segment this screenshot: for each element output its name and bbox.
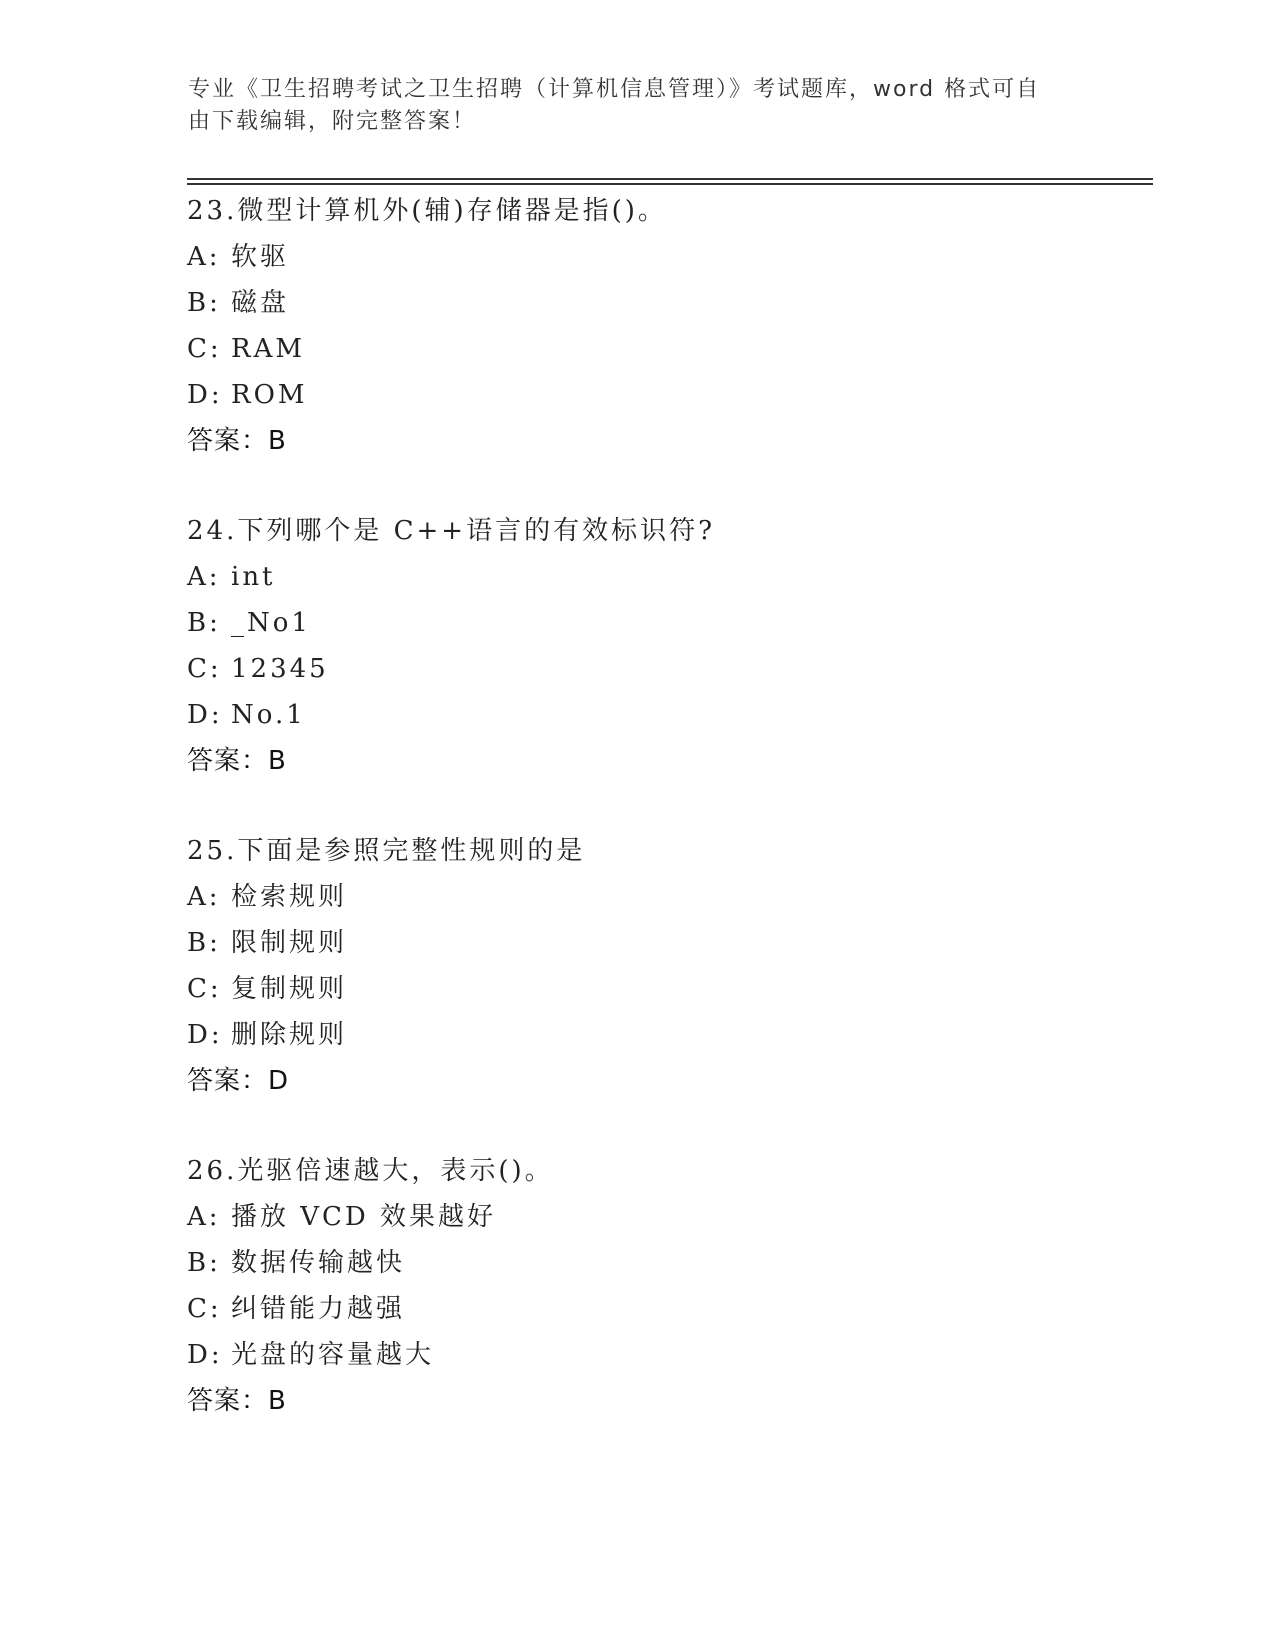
question-stem: 24.下列哪个是 C++语言的有效标识符? [187, 516, 716, 546]
document-header [188, 74, 1068, 138]
option-text: RAM [231, 334, 305, 364]
option-text: 纠错能力越强 [231, 1294, 406, 1324]
answer-line: 答案：B [187, 746, 287, 776]
option-b [187, 280, 1147, 326]
header-divider-bottom [187, 183, 1153, 185]
option-text: 限制规则 [231, 928, 348, 958]
option-text: 数据传输越快 [231, 1248, 406, 1278]
question-23 [187, 188, 1147, 508]
option-letter: A: [187, 1202, 221, 1232]
option-b [187, 600, 1147, 646]
option-c [187, 646, 1147, 692]
option-b [187, 920, 1147, 966]
option-d [187, 692, 1147, 738]
option-letter: C: [187, 654, 222, 684]
option-d [187, 1332, 1147, 1378]
option-letter: D: [187, 380, 223, 410]
option-text: ROM [231, 380, 308, 410]
option-letter: C: [187, 334, 222, 364]
question-stem: 23.微型计算机外(辅)存储器是指()。 [187, 196, 667, 226]
option-a [187, 554, 1147, 600]
header-line-1: 专业《卫生招聘考试之卫生招聘（计算机信息管理）》考试题库，word 格式可自 [188, 77, 1041, 102]
header-divider-top [187, 178, 1153, 180]
question-24 [187, 508, 1147, 828]
option-b [187, 1240, 1147, 1286]
answer-line: 答案：B [187, 1386, 287, 1416]
answer-line: 答案：D [187, 1066, 290, 1096]
option-text: 软驱 [231, 242, 290, 272]
option-letter: B: [187, 1248, 221, 1278]
option-letter: C: [187, 1294, 222, 1324]
option-letter: A: [187, 562, 221, 592]
option-text: 磁盘 [231, 288, 290, 318]
option-letter: D: [187, 700, 223, 730]
option-d [187, 1012, 1147, 1058]
option-letter: C: [187, 974, 222, 1004]
option-letter: B: [187, 608, 221, 638]
answer-line: 答案：B [187, 426, 287, 456]
option-text: 播放 VCD 效果越好 [231, 1202, 497, 1232]
option-text: 检索规则 [231, 882, 348, 912]
option-a [187, 234, 1147, 280]
option-letter: B: [187, 288, 221, 318]
option-a [187, 1194, 1147, 1240]
option-text: 12345 [231, 654, 329, 684]
option-a [187, 874, 1147, 920]
option-letter: B: [187, 928, 221, 958]
option-c [187, 1286, 1147, 1332]
header-line-2: 由下载编辑，附完整答案！ [188, 109, 477, 134]
option-letter: D: [187, 1020, 223, 1050]
option-letter: A: [187, 242, 221, 272]
option-text: No.1 [231, 700, 306, 730]
option-text: 删除规则 [231, 1020, 348, 1050]
option-text: _No1 [231, 608, 311, 638]
question-25 [187, 828, 1147, 1148]
question-stem: 26.光驱倍速越大，表示()。 [187, 1156, 554, 1186]
option-letter: A: [187, 882, 221, 912]
question-list [187, 188, 1147, 1468]
option-letter: D: [187, 1340, 223, 1370]
question-26 [187, 1148, 1147, 1468]
option-text: int [231, 562, 276, 592]
option-c [187, 966, 1147, 1012]
option-d [187, 372, 1147, 418]
option-c [187, 326, 1147, 372]
option-text: 光盘的容量越大 [231, 1340, 435, 1370]
question-stem: 25.下面是参照完整性规则的是 [187, 836, 586, 866]
option-text: 复制规则 [231, 974, 348, 1004]
